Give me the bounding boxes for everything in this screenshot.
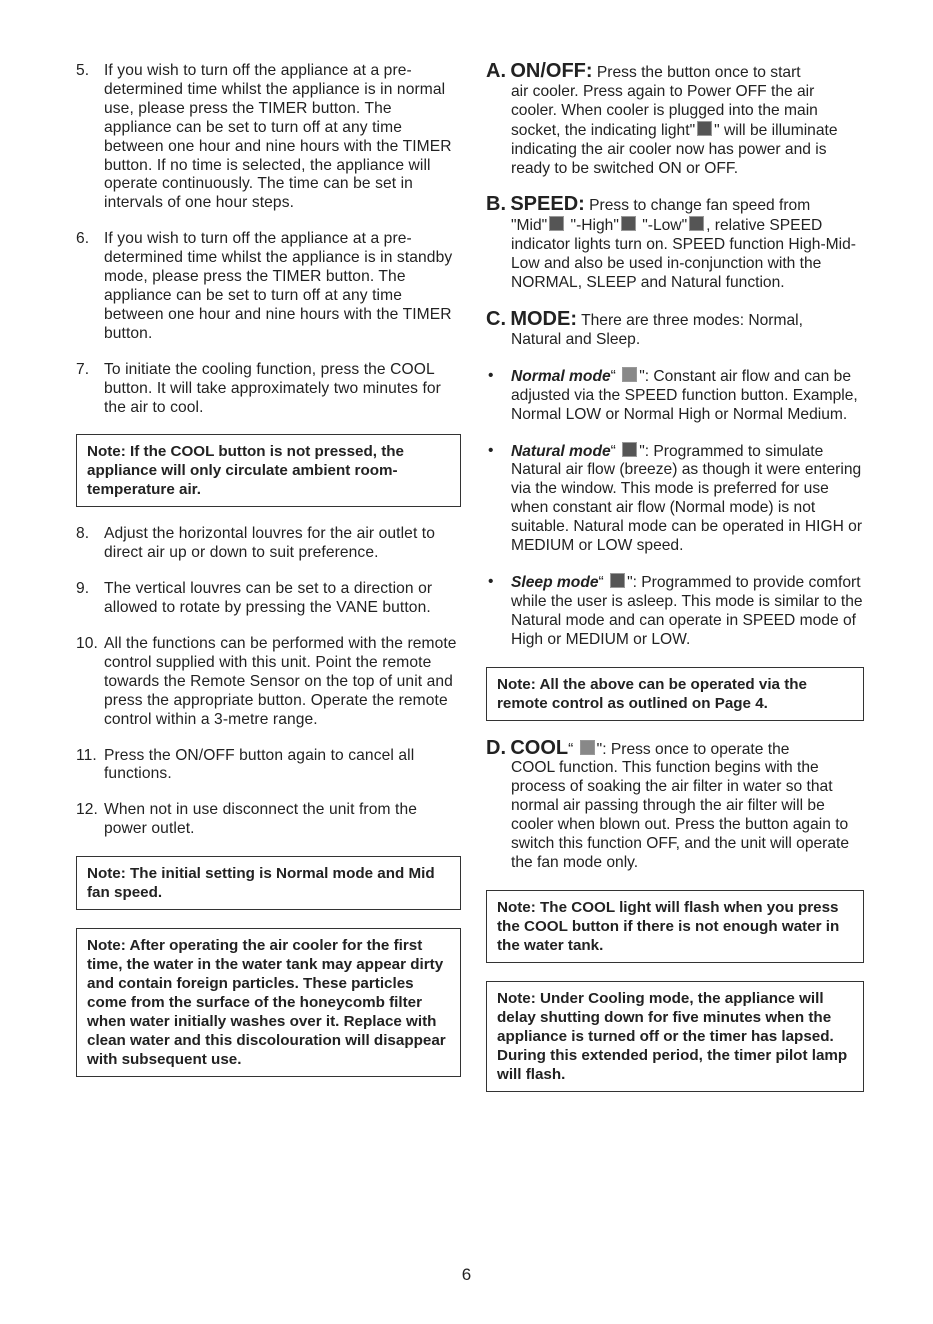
page-number: 6 [461, 1265, 472, 1284]
list-item [76, 801, 461, 839]
mode-text: ": Programmed to provide comfort while the user is asleep. This mode is similar to the Natural mode and can operate in SPEED mode of High or MEDIUM or LOW. [511, 573, 863, 648]
note-cooling-delay: Note: Under Cooling mode, the appliance will delay shutting down for five minutes when the appliance is turned off or the timer has lapsed. During this extended period, the timer pilot lamp will flash. [486, 981, 864, 1092]
section-text: " will be illuminate indicating the air cooler now has power and is ready to be switched ON or OFF. [511, 121, 838, 177]
item-text: If you wish to turn off the appliance at a pre-determined time whilst the appliance is in normal use, please press the TIMER button. The appliance can be set to turn off at any time between one hour and nine hours with the TIMER button. If no time is selected, the appliance will operate continuously. The time can be set in intervals of one hour steps. [104, 62, 452, 212]
section-letter: C. [486, 307, 506, 330]
item-number: 11. [76, 746, 97, 764]
list-item [76, 361, 461, 418]
right-column [486, 62, 864, 1110]
mode-name: Sleep mode [511, 573, 599, 591]
speed-mid-label: "Mid" [511, 217, 548, 235]
section-letter: B. [486, 193, 506, 216]
item-text: The vertical louvres can be set to a direction or allowed to rotate by pressing the VANE button. [104, 580, 433, 617]
section-body: Natural and Sleep. [511, 330, 641, 348]
speed-low-label: "-Low" [642, 217, 688, 235]
note-cool-button: Note: If the COOL button is not pressed, the appliance will only circulate ambient room-temperature air. [76, 434, 461, 507]
mode-bullet-natural: • Natural mode“ ": Programmed to simulate Natural air flow (breeze) as though it were entering via the window. This mode is preferred for use when constant air flow (Normal mode) is not suitable. Natural mode can be operated in HIGH or MEDIUM or LOW speed. [488, 441, 863, 555]
mode-bullet-sleep: • Sleep mode“ ": Programmed to provide comfort while the user is asleep. This mode is similar to the Natural mode and can operate in SPEED mode of High or MEDIUM or LOW. [488, 572, 863, 648]
section-body: COOL function. This function begins with the process of soaking the air filter in water so that normal air passing through the air filter will be cooler when blown out. Press the button again to switch this function OFF, and the unit will operate the fan mode only. [511, 759, 850, 871]
list-item [76, 62, 461, 213]
bullet-dot: • [488, 572, 494, 590]
item-text: To initiate the cooling function, press the COOL button. It will take approximately two minutes for the air to cool. [104, 360, 441, 416]
section-on-off [486, 62, 864, 178]
item-number: 10. [76, 635, 98, 653]
section-mode [486, 307, 864, 350]
item-text: When not in use disconnect the unit from the power outlet. [104, 801, 417, 838]
item-number: 8. [76, 525, 90, 543]
mode-bullet-normal: • Normal mode“ ": Constant air flow and can be adjusted via the SPEED function button. Example, Normal LOW or Normal High or Normal Medium. [488, 366, 858, 423]
bullet-dot: • [488, 441, 494, 459]
speed-high-label: "-High" [570, 217, 619, 235]
section-speed [486, 195, 864, 293]
speed-low-icon [689, 216, 704, 231]
list-item [76, 747, 461, 785]
note-first-use-water: Note: After operating the air cooler for the first time, the water in the water tank may appear dirty and contain foreign particles. These particles come from the surface of the honeycomb filter when water initially washes over it. Replace with clean water and this discolouration will disappear with subsequent use. [76, 928, 461, 1077]
item-number: 5. [76, 62, 90, 79]
natural-mode-icon [622, 442, 637, 457]
section-lead: Press the button once to start [596, 64, 801, 81]
section-title: MODE: [510, 307, 578, 330]
item-number: 7. [76, 360, 90, 378]
section-text: , relative SPEED indicator lights turn on. SPEED function High-Mid-Low and also be used in-conjunction with the NORMAL, SLEEP and Natural function. [511, 217, 856, 292]
list-item [76, 525, 461, 563]
section-letter: D. [486, 736, 506, 759]
section-text: air cooler. Press again to Power OFF the air cooler. When cooler is plugged into the main socket, the indicating light" [511, 82, 818, 139]
section-letter: A. [486, 60, 506, 82]
speed-high-icon [621, 216, 636, 231]
list-item [76, 580, 461, 618]
mode-text: ": Programmed to simulate Natural air flow (breeze) as though it were entering via the window. This mode is preferred for use when constant air flow (Normal mode) is not suitable. Natural mode can be operated in HIGH or MEDIUM or LOW speed. [511, 442, 863, 555]
section-title: ON/OFF: [510, 60, 593, 82]
list-item [76, 230, 461, 343]
left-column [76, 62, 461, 1095]
item-text: Adjust the horizontal louvres for the air outlet to direct air up or down to suit preference. [104, 525, 436, 562]
bullet-dot: • [488, 366, 494, 384]
section-lead: There are three modes: Normal, [581, 311, 803, 329]
sleep-mode-icon [610, 573, 625, 588]
cool-icon [580, 740, 595, 755]
item-text: If you wish to turn off the appliance at a pre-determined time whilst the appliance is in standby mode, please press the TIMER button. The appliance can be set to turn off at any time between one hour and nine hours with the TIMER button. [104, 230, 453, 342]
item-number: 6. [76, 230, 90, 248]
note-remote-control: Note: All the above can be operated via the remote control as outlined on Page 4. [486, 667, 864, 721]
note-initial-setting: Note: The initial setting is Normal mode and Mid fan speed. [76, 856, 461, 910]
section-body [486, 83, 864, 179]
list-item [76, 635, 461, 730]
section-lead: Press to change fan speed from [589, 197, 811, 215]
item-number: 9. [76, 580, 90, 598]
speed-mid-icon [549, 216, 564, 231]
power-indicator-icon [697, 121, 712, 136]
item-number: 12. [76, 801, 98, 819]
normal-mode-icon [622, 367, 637, 382]
section-cool: D. COOL“ ": Press once to operate the COOL function. This function begins with the process of soaking the air filter in water so that normal air passing through the air filter will be cooler when blown out. Press the button again to switch this function OFF, and the unit will operate the fan mode only. [486, 739, 864, 873]
section-body [486, 216, 864, 293]
note-cool-light: Note: The COOL light will flash when you press the COOL button if there is not enough water in the water tank. [486, 890, 864, 963]
item-text: All the functions can be performed with the remote control supplied with this unit. Point the remote towards the Remote Sensor on the top of unit and press the appropriate button. Operate the remote control within a 3-metre range. [104, 635, 457, 728]
section-title: SPEED: [510, 193, 585, 216]
section-title: COOL [510, 736, 569, 759]
mode-name: Natural mode [511, 442, 611, 460]
mode-name: Normal mode [511, 367, 611, 385]
mode-text: ": Constant air flow and can be adjusted via the SPEED function button. Example, Normal LOW or Normal High or Normal Medium. [511, 367, 858, 423]
section-lead: ": Press once to operate the [596, 740, 790, 758]
item-text: Press the ON/OFF button again to cancel all functions. [104, 746, 415, 783]
